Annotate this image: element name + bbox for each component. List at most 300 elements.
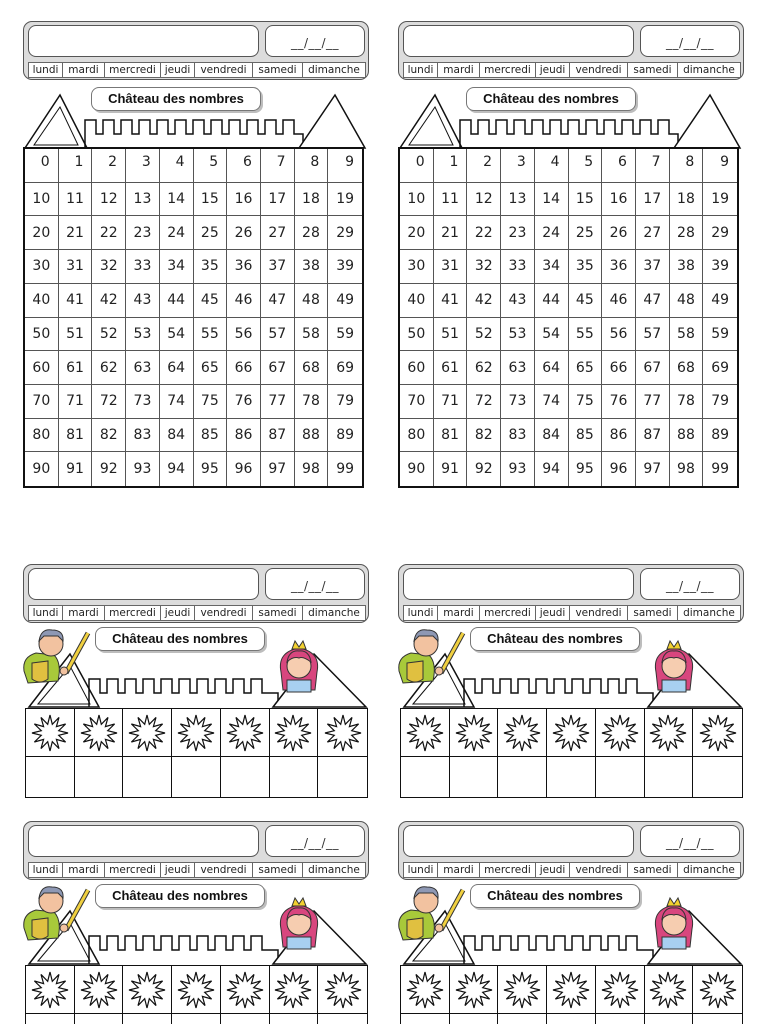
- answer-cell[interactable]: [596, 757, 645, 797]
- answer-cell[interactable]: [270, 1014, 319, 1024]
- weekday-jeudi[interactable]: jeudi: [536, 606, 570, 620]
- number-cell[interactable]: 21: [434, 216, 468, 250]
- number-cell[interactable]: 13: [501, 183, 535, 217]
- name-field[interactable]: [28, 568, 259, 600]
- weekday-vendredi[interactable]: vendredi: [570, 606, 628, 620]
- answer-cell[interactable]: [123, 757, 172, 797]
- number-cell[interactable]: 31: [434, 250, 468, 284]
- number-cell[interactable]: 91: [59, 452, 93, 486]
- number-cell[interactable]: 43: [126, 284, 160, 318]
- number-cell[interactable]: 89: [328, 419, 362, 453]
- number-cell[interactable]: 24: [160, 216, 194, 250]
- number-cell[interactable]: 63: [501, 351, 535, 385]
- answer-cell[interactable]: [450, 1014, 499, 1024]
- number-cell[interactable]: 49: [703, 284, 737, 318]
- answer-cell[interactable]: [596, 1014, 645, 1024]
- number-cell[interactable]: 80: [25, 419, 59, 453]
- number-cell[interactable]: 12: [92, 183, 126, 217]
- number-cell[interactable]: 37: [261, 250, 295, 284]
- number-cell[interactable]: 88: [295, 419, 329, 453]
- answer-cell[interactable]: [693, 1014, 742, 1024]
- number-cell[interactable]: 32: [467, 250, 501, 284]
- number-cell[interactable]: 20: [25, 216, 59, 250]
- number-castle-card: [23, 21, 369, 491]
- number-cell[interactable]: 17: [261, 183, 295, 217]
- number-cell[interactable]: 97: [636, 452, 670, 486]
- weekday-mercredi[interactable]: mercredi: [480, 606, 536, 620]
- weekday-samedi[interactable]: samedi: [253, 863, 303, 877]
- number-cell[interactable]: 92: [92, 452, 126, 486]
- number-cell[interactable]: 99: [711, 461, 730, 478]
- number-cell[interactable]: 2: [467, 149, 501, 183]
- answer-cell[interactable]: [693, 757, 742, 797]
- number-cell[interactable]: 93: [501, 452, 535, 486]
- answer-cell[interactable]: [547, 1014, 596, 1024]
- number-cell[interactable]: 65: [569, 351, 603, 385]
- number-cell[interactable]: 71: [59, 385, 93, 419]
- number-cell[interactable]: 74: [535, 385, 569, 419]
- number-cell[interactable]: 83: [501, 419, 535, 453]
- number-cell[interactable]: 33: [501, 250, 535, 284]
- number-cell[interactable]: 88: [670, 419, 704, 453]
- weekday-samedi[interactable]: samedi: [253, 606, 303, 620]
- number-cell[interactable]: 0: [25, 149, 59, 183]
- number-cell[interactable]: 47: [261, 284, 295, 318]
- weekday-samedi[interactable]: samedi: [253, 63, 303, 77]
- number-cell[interactable]: 82: [92, 419, 126, 453]
- number-cell[interactable]: 83: [126, 419, 160, 453]
- number-cell[interactable]: 32: [92, 250, 126, 284]
- number-cell[interactable]: 52: [467, 318, 501, 352]
- number-cell[interactable]: 40: [400, 284, 434, 318]
- number-cell[interactable]: 16: [602, 183, 636, 217]
- star-burst-icon: [551, 970, 591, 1010]
- star-cell: [221, 966, 270, 1014]
- answer-cell[interactable]: [221, 1014, 270, 1024]
- weekday-jeudi[interactable]: jeudi: [161, 606, 195, 620]
- number-cell[interactable]: 76: [602, 385, 636, 419]
- number-cell[interactable]: 35: [194, 250, 228, 284]
- number-cell[interactable]: 4: [535, 149, 569, 183]
- date-field[interactable]: __/__/__: [265, 568, 365, 600]
- number-cell[interactable]: 86: [602, 419, 636, 453]
- star-cell: [123, 709, 172, 757]
- number-cell[interactable]: 57: [636, 318, 670, 352]
- number-cell[interactable]: 24: [535, 216, 569, 250]
- number-cell[interactable]: 96: [227, 452, 261, 486]
- date-field[interactable]: __/__/__: [640, 568, 740, 600]
- number-cell[interactable]: 81: [434, 419, 468, 453]
- number-cell[interactable]: 23: [501, 216, 535, 250]
- number-cell[interactable]: 16: [227, 183, 261, 217]
- weekday-lundi[interactable]: lundi: [404, 863, 438, 877]
- answer-cell[interactable]: [645, 757, 694, 797]
- number-cell[interactable]: 18: [295, 183, 329, 217]
- name-field[interactable]: [403, 825, 634, 857]
- number-cell[interactable]: 55: [569, 318, 603, 352]
- number-cell[interactable]: 22: [467, 216, 501, 250]
- number-cell[interactable]: 45: [569, 284, 603, 318]
- number-cell[interactable]: 72: [467, 385, 501, 419]
- answer-cell[interactable]: [172, 1014, 221, 1024]
- number-cell[interactable]: 48: [670, 284, 704, 318]
- number-cell[interactable]: 12: [467, 183, 501, 217]
- name-field[interactable]: [403, 568, 634, 600]
- number-cell[interactable]: 78: [670, 385, 704, 419]
- weekday-vendredi[interactable]: vendredi: [195, 63, 253, 77]
- number-cell[interactable]: 19: [703, 183, 737, 217]
- number-cell[interactable]: 1: [434, 149, 468, 183]
- weekday-vendredi[interactable]: vendredi: [570, 63, 628, 77]
- number-cell[interactable]: 75: [569, 385, 603, 419]
- number-cell[interactable]: 41: [59, 284, 93, 318]
- number-cell[interactable]: 73: [126, 385, 160, 419]
- knight-icon: [23, 884, 94, 944]
- number-cell[interactable]: 5: [569, 149, 603, 183]
- number-cell[interactable]: 7: [261, 149, 295, 183]
- number-cell[interactable]: 70: [25, 385, 59, 419]
- number-cell[interactable]: 58: [670, 318, 704, 352]
- number-cell[interactable]: 59: [703, 318, 737, 352]
- number-cell[interactable]: 96: [602, 452, 636, 486]
- number-cell[interactable]: 48: [295, 284, 329, 318]
- number-cell[interactable]: 62: [92, 351, 126, 385]
- number-cell[interactable]: 70: [400, 385, 434, 419]
- number-cell[interactable]: 89: [703, 419, 737, 453]
- answer-cell[interactable]: [547, 757, 596, 797]
- number-cell[interactable]: 13: [126, 183, 160, 217]
- number-cell[interactable]: 28: [670, 216, 704, 250]
- weekday-jeudi[interactable]: jeudi: [536, 63, 570, 77]
- number-cell[interactable]: 44: [535, 284, 569, 318]
- number-cell[interactable]: 65: [194, 351, 228, 385]
- number-cell[interactable]: 77: [261, 385, 295, 419]
- date-field[interactable]: __/__/__: [640, 25, 740, 57]
- date-field[interactable]: __/__/__: [640, 825, 740, 857]
- number-cell[interactable]: 6: [602, 149, 636, 183]
- number-cell[interactable]: 98: [670, 452, 704, 486]
- number-cell[interactable]: 23: [126, 216, 160, 250]
- number-cell[interactable]: 4: [160, 149, 194, 183]
- number-cell[interactable]: 35: [569, 250, 603, 284]
- number-cell[interactable]: 95: [569, 452, 603, 486]
- number-cell[interactable]: 56: [227, 318, 261, 352]
- number-cell[interactable]: 71: [434, 385, 468, 419]
- knight-icon: [18, 627, 94, 687]
- number-cell[interactable]: 29: [703, 216, 737, 250]
- number-cell[interactable]: 75: [194, 385, 228, 419]
- weekday-vendredi[interactable]: vendredi: [570, 863, 628, 877]
- number-cell[interactable]: 86: [227, 419, 261, 453]
- number-cell[interactable]: 93: [126, 452, 160, 486]
- number-cell[interactable]: 67: [636, 351, 670, 385]
- princess-icon: [650, 638, 698, 694]
- answer-cell[interactable]: [26, 757, 75, 797]
- number-cell[interactable]: 44: [160, 284, 194, 318]
- number-cell[interactable]: 59: [328, 318, 362, 352]
- number-cell[interactable]: 87: [261, 419, 295, 453]
- name-field[interactable]: [28, 825, 259, 857]
- number-cell[interactable]: 21: [59, 216, 93, 250]
- number-cell[interactable]: 42: [92, 284, 126, 318]
- number-cell[interactable]: 66: [227, 351, 261, 385]
- number-cell[interactable]: 79: [703, 385, 737, 419]
- answer-cell[interactable]: [645, 1014, 694, 1024]
- weekday-mardi[interactable]: mardi: [63, 606, 105, 620]
- number-cell[interactable]: 69: [703, 351, 737, 385]
- weekday-jeudi[interactable]: jeudi: [536, 863, 570, 877]
- number-cell[interactable]: 79: [328, 385, 362, 419]
- number-cell[interactable]: 11: [59, 183, 93, 217]
- weekday-lundi[interactable]: lundi: [29, 863, 63, 877]
- weekday-mercredi[interactable]: mercredi: [480, 863, 536, 877]
- number-cell[interactable]: 1: [59, 149, 93, 183]
- number-cell[interactable]: 61: [59, 351, 93, 385]
- number-cell[interactable]: 9: [328, 149, 362, 183]
- answer-cell[interactable]: [172, 757, 221, 797]
- number-cell[interactable]: 78: [295, 385, 329, 419]
- number-cell[interactable]: 17: [636, 183, 670, 217]
- number-cell[interactable]: 77: [636, 385, 670, 419]
- answer-cell[interactable]: [26, 1014, 75, 1024]
- number-cell[interactable]: 80: [400, 419, 434, 453]
- number-cell[interactable]: 84: [160, 419, 194, 453]
- number-cell[interactable]: 94: [160, 452, 194, 486]
- number-cell[interactable]: 69: [328, 351, 362, 385]
- number-cell[interactable]: 90: [25, 452, 59, 486]
- weekday-samedi[interactable]: samedi: [628, 606, 678, 620]
- answer-cell[interactable]: [498, 757, 547, 797]
- number-cell[interactable]: 26: [227, 216, 261, 250]
- number-cell[interactable]: 6: [227, 149, 261, 183]
- number-cell[interactable]: 90: [400, 452, 434, 486]
- weekday-vendredi[interactable]: vendredi: [195, 863, 253, 877]
- number-cell[interactable]: 18: [670, 183, 704, 217]
- number-cell[interactable]: 62: [467, 351, 501, 385]
- number-cell[interactable]: 58: [295, 318, 329, 352]
- number-cell[interactable]: 40: [25, 284, 59, 318]
- number-cell[interactable]: 8: [670, 149, 704, 183]
- number-cell[interactable]: 54: [160, 318, 194, 352]
- number-cell[interactable]: 53: [126, 318, 160, 352]
- number-cell[interactable]: 27: [261, 216, 295, 250]
- number-cell[interactable]: 47: [636, 284, 670, 318]
- weekday-dimanche[interactable]: dimanche: [308, 607, 360, 619]
- star-cell: [172, 709, 221, 757]
- number-cell[interactable]: 8: [295, 149, 329, 183]
- number-cell[interactable]: 30: [25, 250, 59, 284]
- number-cell[interactable]: 39: [328, 250, 362, 284]
- number-cell[interactable]: 52: [92, 318, 126, 352]
- number-cell[interactable]: 66: [602, 351, 636, 385]
- number-cell[interactable]: 72: [92, 385, 126, 419]
- weekday-mardi[interactable]: mardi: [63, 863, 105, 877]
- answer-cell[interactable]: [401, 1014, 450, 1024]
- number-cell[interactable]: 25: [569, 216, 603, 250]
- number-cell[interactable]: 54: [535, 318, 569, 352]
- number-cell[interactable]: 15: [569, 183, 603, 217]
- number-cell[interactable]: 34: [160, 250, 194, 284]
- star-burst-icon: [405, 713, 445, 753]
- answer-cell[interactable]: [450, 757, 499, 797]
- number-cell[interactable]: 46: [227, 284, 261, 318]
- weekday-lundi[interactable]: lundi: [404, 606, 438, 620]
- number-cell[interactable]: 85: [569, 419, 603, 453]
- number-cell[interactable]: 68: [295, 351, 329, 385]
- number-cell[interactable]: 0: [400, 149, 434, 183]
- number-cell[interactable]: 51: [434, 318, 468, 352]
- weekday-lundi[interactable]: lundi: [404, 63, 438, 77]
- number-cell[interactable]: 99: [336, 461, 355, 478]
- weekday-jeudi[interactable]: jeudi: [161, 863, 195, 877]
- answer-cell[interactable]: [270, 757, 319, 797]
- weekday-dimanche[interactable]: dimanche: [683, 864, 735, 876]
- number-cell[interactable]: 76: [227, 385, 261, 419]
- header-panel: [23, 564, 369, 623]
- number-cell[interactable]: 64: [535, 351, 569, 385]
- number-cell[interactable]: 45: [194, 284, 228, 318]
- star-cell: [645, 709, 694, 757]
- number-cell[interactable]: 36: [227, 250, 261, 284]
- weekday-mercredi[interactable]: mercredi: [105, 863, 161, 877]
- number-cell[interactable]: 22: [92, 216, 126, 250]
- number-cell[interactable]: 53: [501, 318, 535, 352]
- number-cell[interactable]: 2: [92, 149, 126, 183]
- number-cell[interactable]: 29: [328, 216, 362, 250]
- number-cell[interactable]: 55: [194, 318, 228, 352]
- number-cell[interactable]: 14: [535, 183, 569, 217]
- name-field[interactable]: [403, 25, 634, 57]
- weekday-mercredi[interactable]: mercredi: [105, 63, 161, 77]
- number-cell[interactable]: 36: [602, 250, 636, 284]
- weekday-dimanche[interactable]: dimanche: [308, 864, 360, 876]
- date-field[interactable]: __/__/__: [265, 25, 365, 57]
- number-cell[interactable]: 10: [400, 183, 434, 217]
- number-cell[interactable]: 11: [434, 183, 468, 217]
- number-cell[interactable]: 28: [295, 216, 329, 250]
- weekday-mardi[interactable]: mardi: [438, 63, 480, 77]
- number-cell[interactable]: 61: [434, 351, 468, 385]
- number-cell[interactable]: 60: [400, 351, 434, 385]
- number-cell[interactable]: 84: [535, 419, 569, 453]
- answer-cell[interactable]: [318, 757, 367, 797]
- number-cell[interactable]: 41: [434, 284, 468, 318]
- number-cell[interactable]: 26: [602, 216, 636, 250]
- princess-icon: [275, 638, 323, 694]
- star-burst-icon: [225, 970, 265, 1010]
- number-cell[interactable]: 82: [467, 419, 501, 453]
- answer-cell[interactable]: [498, 1014, 547, 1024]
- number-cell[interactable]: 60: [25, 351, 59, 385]
- number-cell[interactable]: 42: [467, 284, 501, 318]
- weekday-samedi[interactable]: samedi: [628, 63, 678, 77]
- number-cell[interactable]: 74: [160, 385, 194, 419]
- number-cell[interactable]: 50: [25, 318, 59, 352]
- number-cell[interactable]: 67: [261, 351, 295, 385]
- number-cell[interactable]: 39: [703, 250, 737, 284]
- weekday-vendredi[interactable]: vendredi: [195, 606, 253, 620]
- weekday-dimanche[interactable]: dimanche: [308, 64, 360, 76]
- answer-cell[interactable]: [318, 1014, 367, 1024]
- number-cell[interactable]: 57: [261, 318, 295, 352]
- answer-cell[interactable]: [75, 757, 124, 797]
- answer-cell[interactable]: [123, 1014, 172, 1024]
- number-cell[interactable]: 95: [194, 452, 228, 486]
- number-cell[interactable]: 25: [194, 216, 228, 250]
- number-cell[interactable]: 9: [703, 149, 737, 183]
- number-cell[interactable]: 30: [400, 250, 434, 284]
- number-cell[interactable]: 37: [636, 250, 670, 284]
- worksheet-title: Château des nombres: [470, 627, 640, 651]
- number-cell[interactable]: 63: [126, 351, 160, 385]
- answer-cell[interactable]: [75, 1014, 124, 1024]
- number-cell[interactable]: 7: [636, 149, 670, 183]
- number-cell[interactable]: 38: [670, 250, 704, 284]
- weekday-lundi[interactable]: lundi: [29, 606, 63, 620]
- number-cell[interactable]: 49: [328, 284, 362, 318]
- number-cell[interactable]: 5: [194, 149, 228, 183]
- weekday-samedi[interactable]: samedi: [628, 863, 678, 877]
- weekday-mardi[interactable]: mardi: [438, 863, 480, 877]
- number-cell[interactable]: 56: [602, 318, 636, 352]
- star-cell: [26, 709, 75, 757]
- weekday-dimanche[interactable]: dimanche: [683, 64, 735, 76]
- number-cell[interactable]: 46: [602, 284, 636, 318]
- number-cell[interactable]: 3: [501, 149, 535, 183]
- number-cell[interactable]: 14: [160, 183, 194, 217]
- number-cell[interactable]: 81: [59, 419, 93, 453]
- number-cell[interactable]: 20: [400, 216, 434, 250]
- weekday-mercredi[interactable]: mercredi: [105, 606, 161, 620]
- weekday-jeudi[interactable]: jeudi: [161, 63, 195, 77]
- star-burst-icon: [405, 970, 445, 1010]
- knight-icon: [393, 627, 469, 687]
- number-cell[interactable]: 98: [295, 452, 329, 486]
- number-cell[interactable]: 64: [160, 351, 194, 385]
- number-cell[interactable]: 94: [535, 452, 569, 486]
- number-cell[interactable]: 87: [636, 419, 670, 453]
- weekday-lundi[interactable]: lundi: [29, 63, 63, 77]
- number-cell[interactable]: 68: [670, 351, 704, 385]
- answer-cell[interactable]: [401, 757, 450, 797]
- number-cell[interactable]: 85: [194, 419, 228, 453]
- number-cell[interactable]: 91: [434, 452, 468, 486]
- name-field[interactable]: [28, 25, 259, 57]
- number-cell[interactable]: 33: [126, 250, 160, 284]
- number-cell[interactable]: 15: [194, 183, 228, 217]
- number-cell[interactable]: 10: [25, 183, 59, 217]
- number-cell[interactable]: 3: [126, 149, 160, 183]
- number-cell[interactable]: 92: [467, 452, 501, 486]
- number-cell[interactable]: 50: [400, 318, 434, 352]
- number-cell[interactable]: 27: [636, 216, 670, 250]
- number-cell[interactable]: 43: [501, 284, 535, 318]
- date-field[interactable]: __/__/__: [265, 825, 365, 857]
- number-cell[interactable]: 97: [261, 452, 295, 486]
- number-cell[interactable]: 38: [295, 250, 329, 284]
- weekday-mardi[interactable]: mardi: [63, 63, 105, 77]
- number-cell[interactable]: 31: [59, 250, 93, 284]
- answer-cell[interactable]: [221, 757, 270, 797]
- weekday-mercredi[interactable]: mercredi: [480, 63, 536, 77]
- number-cell[interactable]: 19: [328, 183, 362, 217]
- number-cell[interactable]: 51: [59, 318, 93, 352]
- weekday-dimanche[interactable]: dimanche: [683, 607, 735, 619]
- castle-wall: [460, 120, 678, 148]
- weekday-mardi[interactable]: mardi: [438, 606, 480, 620]
- number-cell[interactable]: 73: [501, 385, 535, 419]
- number-cell[interactable]: 34: [535, 250, 569, 284]
